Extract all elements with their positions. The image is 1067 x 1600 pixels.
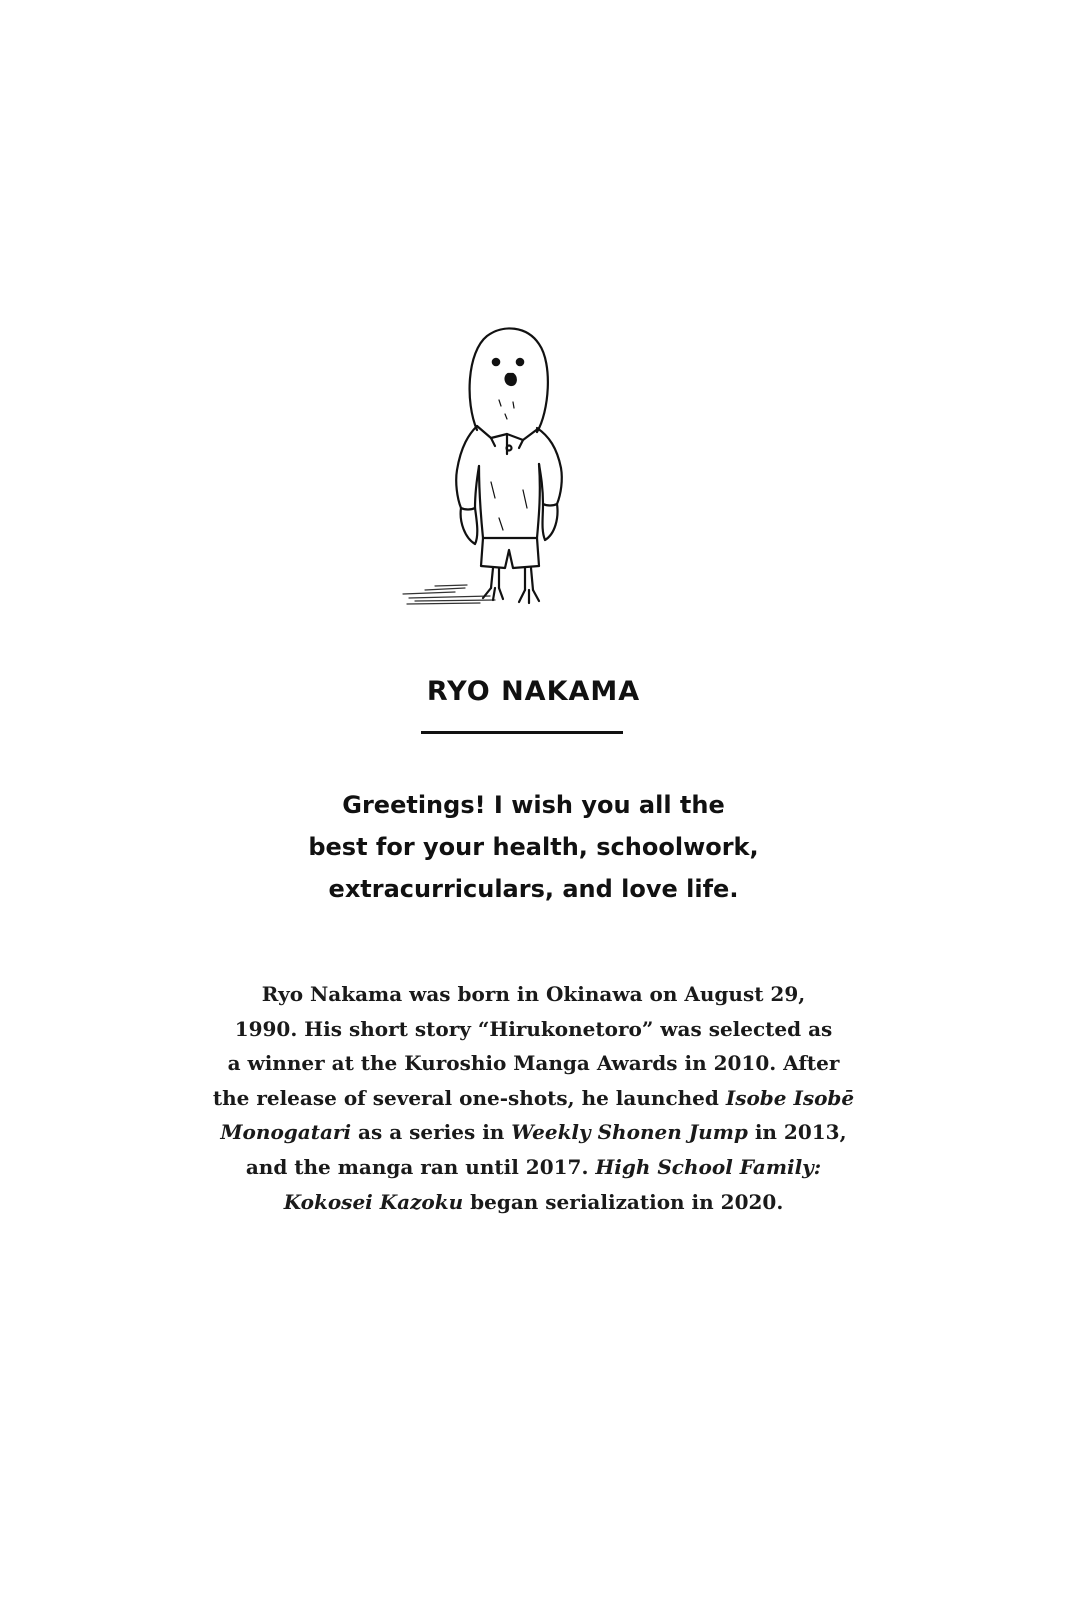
bio-text: the release of several one-shots, he launched bbox=[212, 1085, 726, 1110]
bio-line bbox=[0, 1115, 1067, 1150]
bio-line bbox=[0, 1150, 1067, 1185]
bio-text: in 2013, bbox=[747, 1120, 847, 1145]
greeting-line: Greetings! I wish you all the bbox=[342, 791, 725, 819]
bio-text: and the manga ran until 2017. bbox=[245, 1154, 596, 1179]
author-self-portrait-illustration bbox=[395, 322, 595, 612]
bio-line: a winner at the Kuroshio Manga Awards in 2010. After bbox=[227, 1051, 840, 1076]
bio-line bbox=[0, 1185, 1067, 1220]
bird-character-icon bbox=[395, 322, 595, 612]
greeting-line: best for your health, schoolwork, bbox=[308, 833, 759, 861]
author-name: RYO NAKAMA bbox=[426, 676, 641, 707]
title-underline-divider bbox=[421, 731, 623, 734]
magazine-title: Weekly Shonen Jump bbox=[511, 1120, 748, 1145]
author-greeting-message bbox=[0, 784, 1067, 910]
series-title-isobe-cont: Monogatari bbox=[220, 1120, 352, 1145]
bio-text: began serialization in 2020. bbox=[463, 1189, 784, 1214]
series-title-isobe: Isobe Isobē bbox=[725, 1085, 855, 1110]
series-title-high-school-family: High School Family: bbox=[595, 1154, 822, 1179]
greeting-line: extracurriculars, and love life. bbox=[328, 875, 739, 903]
bio-line: 1990. His short story “Hirukonetoro” was selected as bbox=[234, 1016, 833, 1041]
bio-text: as a series in bbox=[351, 1120, 512, 1145]
bio-line bbox=[0, 1081, 1067, 1116]
author-biography bbox=[0, 977, 1067, 1219]
series-title-kokosei-kazoku: Kokosei Kazoku bbox=[283, 1189, 464, 1214]
bio-line: Ryo Nakama was born in Okinawa on August 29, bbox=[261, 982, 806, 1006]
